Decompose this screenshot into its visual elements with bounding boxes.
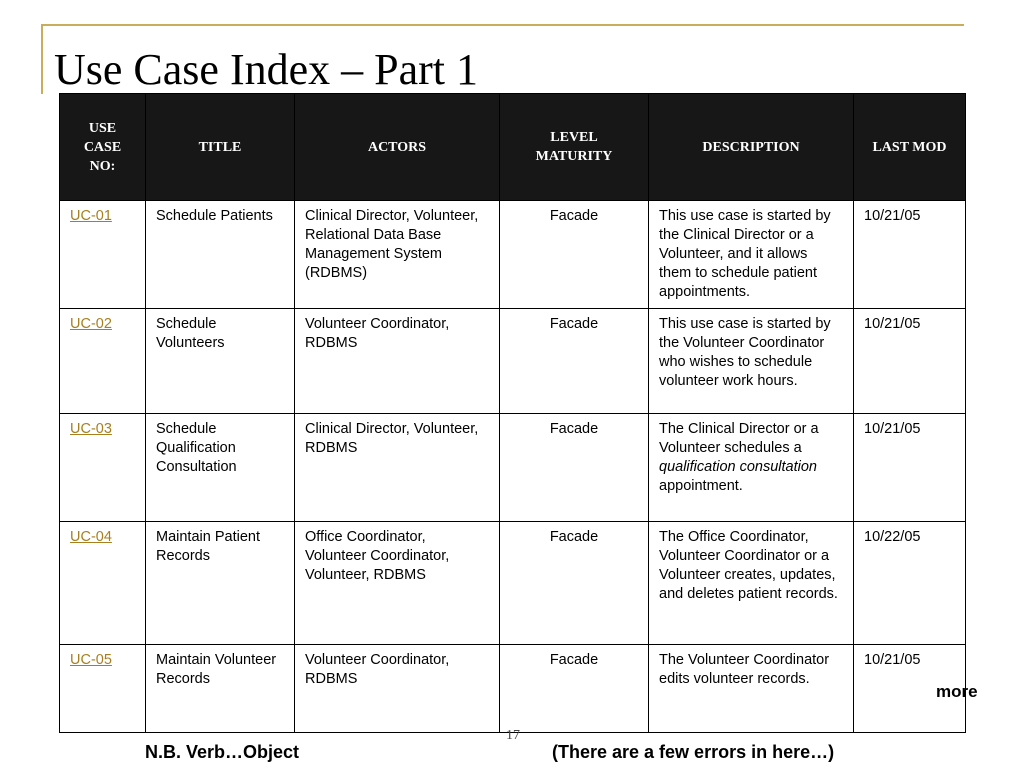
cell-actors: Clinical Director, Volunteer, Relational Data Base Management System (RDBMS) bbox=[295, 201, 500, 309]
header-use-case-no-line: USE bbox=[88, 120, 117, 136]
cell-level: Facade bbox=[500, 645, 649, 733]
cell-title: Schedule Qualification Consultation bbox=[146, 414, 295, 522]
header-level-line: LEVEL bbox=[550, 130, 598, 145]
table-row bbox=[60, 522, 966, 645]
cell-actors: Office Coordinator, Volunteer Coordinator, Volunteer, RDBMS bbox=[295, 522, 500, 645]
cell-level: Facade bbox=[500, 309, 649, 414]
cell-use-case-no bbox=[60, 309, 146, 414]
header-level-maturity bbox=[500, 94, 649, 201]
header-maturity-line: MATURITY bbox=[535, 149, 613, 164]
table-row bbox=[60, 645, 966, 733]
title-accent-bar bbox=[41, 24, 43, 94]
use-case-link[interactable]: UC-03 bbox=[70, 421, 112, 437]
cell-actors: Clinical Director, Volunteer, RDBMS bbox=[295, 414, 500, 522]
cell-level: Facade bbox=[500, 522, 649, 645]
table-row bbox=[60, 414, 966, 522]
page-title: Use Case Index – Part 1 bbox=[54, 45, 479, 94]
description-text: appointment. bbox=[659, 478, 743, 494]
cell-use-case-no bbox=[60, 414, 146, 522]
footer-note-errors: (There are a few errors in here…) bbox=[552, 742, 835, 762]
footer-note-verb-object: N.B. Verb…Object bbox=[145, 742, 300, 762]
header-last-mod: LAST MOD bbox=[854, 94, 966, 201]
header-title: TITLE bbox=[146, 94, 295, 201]
cell-description bbox=[649, 522, 854, 645]
cell-title: Schedule Volunteers bbox=[146, 309, 295, 414]
cell-last-mod: 10/21/05 bbox=[854, 414, 966, 522]
use-case-link[interactable]: UC-05 bbox=[70, 652, 112, 668]
cell-level: Facade bbox=[500, 414, 649, 522]
cell-title: Maintain Volunteer Records bbox=[146, 645, 295, 733]
cell-level: Facade bbox=[500, 201, 649, 309]
cell-use-case-no bbox=[60, 522, 146, 645]
description-emphasis: qualification consultation bbox=[659, 459, 817, 475]
cell-actors: Volunteer Coordinator, RDBMS bbox=[295, 309, 500, 414]
cell-last-mod: 10/21/05 bbox=[854, 201, 966, 309]
title-accent-line bbox=[41, 24, 964, 26]
cell-use-case-no bbox=[60, 645, 146, 733]
use-case-link[interactable]: UC-01 bbox=[70, 208, 112, 224]
cell-title: Maintain Patient Records bbox=[146, 522, 295, 645]
header-description: DESCRIPTION bbox=[649, 94, 854, 201]
cell-description bbox=[649, 201, 854, 309]
use-case-link[interactable]: UC-04 bbox=[70, 529, 112, 545]
header-actors: ACTORS bbox=[295, 94, 500, 201]
description-text: This use case is started by the Volunteer Coordinator who wishes to schedule volunteer work hours. bbox=[659, 316, 831, 389]
header-use-case-no-line: CASE bbox=[83, 139, 122, 155]
use-case-table bbox=[59, 93, 966, 733]
header-use-case-no bbox=[60, 94, 146, 201]
cell-last-mod: 10/21/05 bbox=[854, 645, 966, 733]
cell-use-case-no bbox=[60, 201, 146, 309]
use-case-link[interactable]: UC-02 bbox=[70, 316, 112, 332]
slide-number: 17 bbox=[506, 728, 520, 743]
cell-actors: Volunteer Coordinator, RDBMS bbox=[295, 645, 500, 733]
description-text: This use case is started by the Clinical Director or a Volunteer, and it allows them to schedule patient appointments. bbox=[659, 208, 831, 300]
more-link[interactable]: more bbox=[936, 682, 978, 701]
header-use-case-no-line: NO: bbox=[89, 158, 116, 174]
table-row bbox=[60, 201, 966, 309]
cell-description bbox=[649, 645, 854, 733]
description-text: The Office Coordinator, Volunteer Coordinator or a Volunteer creates, updates, and deletes patient records. bbox=[659, 529, 838, 602]
cell-title: Schedule Patients bbox=[146, 201, 295, 309]
table-header-row bbox=[60, 94, 966, 201]
cell-description bbox=[649, 414, 854, 522]
cell-last-mod: 10/22/05 bbox=[854, 522, 966, 645]
cell-description bbox=[649, 309, 854, 414]
description-text: The Volunteer Coordinator edits volunteer records. bbox=[659, 652, 830, 687]
cell-last-mod: 10/21/05 bbox=[854, 309, 966, 414]
table-row bbox=[60, 309, 966, 414]
description-text: The Clinical Director or a Volunteer schedules a bbox=[659, 421, 819, 456]
